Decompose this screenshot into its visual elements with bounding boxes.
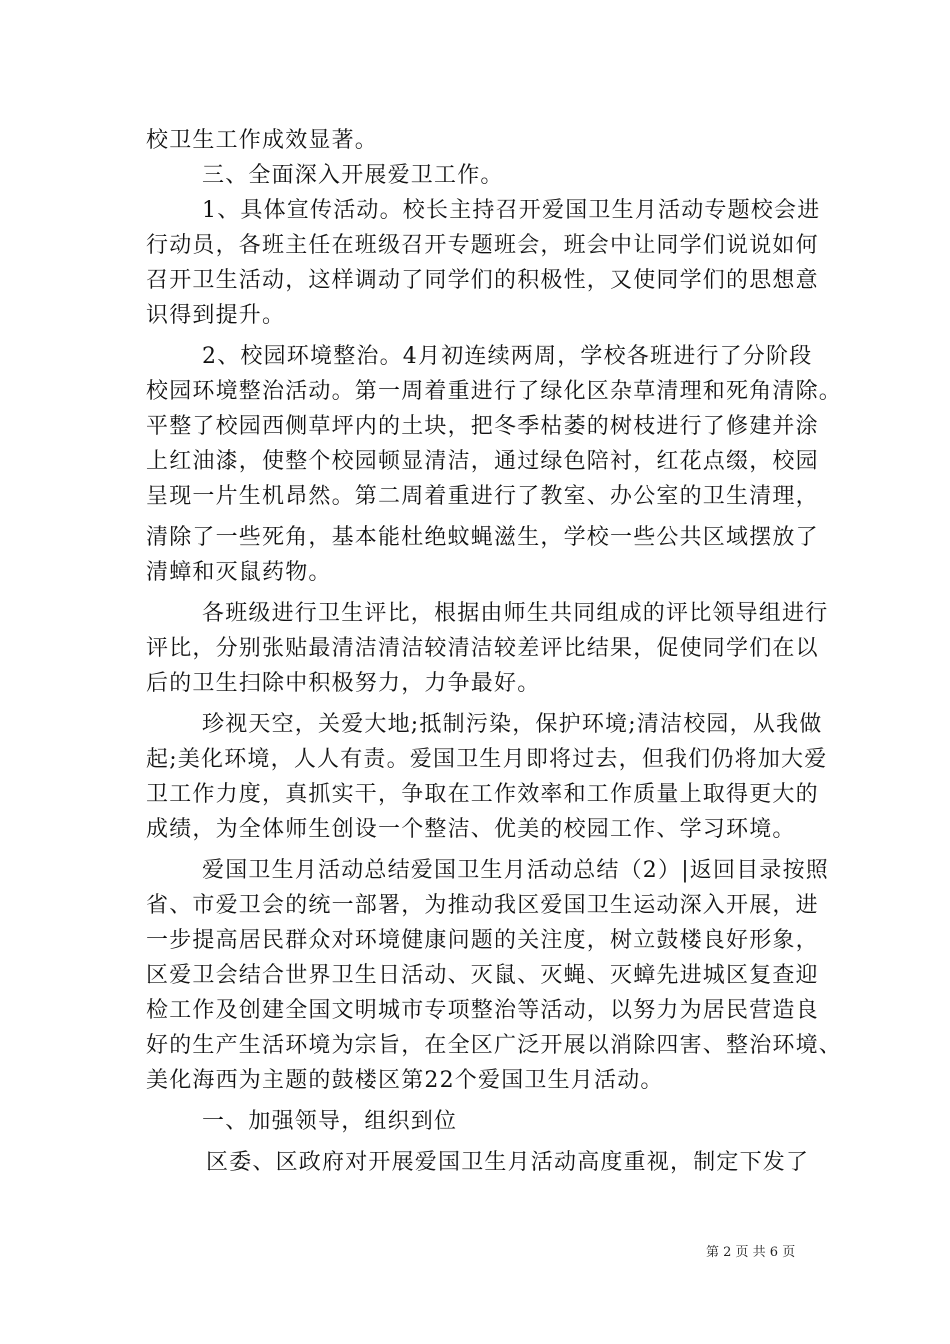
text-line-12: 清除了一些死角，基本能杜绝蚊蝇滋生，学校一些公共区域摆放了 bbox=[146, 525, 819, 550]
text-line-13: 清蟑和灭鼠药物。 bbox=[146, 560, 332, 585]
text-line-20: 成绩，为全体师生创设一个整洁、优美的校园工作、学习环境。 bbox=[146, 817, 796, 842]
text-line-1: 校卫生工作成效显著。 bbox=[146, 128, 379, 153]
page-number: 第 2 页 共 6 页 bbox=[706, 1245, 796, 1260]
text-line-29: 区委、区政府对开展爱国卫生月活动高度重视，制定下发了 bbox=[206, 1150, 810, 1175]
text-line-27: 美化海西为主题的鼓楼区第22个爱国卫生月活动。 bbox=[146, 1068, 664, 1093]
text-line-8: 校园环境整治活动。第一周着重进行了绿化区杂草清理和死角清除。 bbox=[146, 379, 843, 404]
text-line-4: 行动员，各班主任在班级召开专题班会，班会中让同学们说说如何 bbox=[146, 233, 819, 258]
text-line-22: 省、市爱卫会的统一部署，为推动我区爱国卫生运动深入开展，进 bbox=[146, 893, 819, 918]
text-line-15: 评比，分别张贴最清洁清洁较清洁较差评比结果，促使同学们在以 bbox=[146, 636, 819, 661]
text-line-26: 好的生产生活环境为宗旨，在全区广泛开展以消除四害、整治环境、 bbox=[146, 1033, 843, 1058]
text-line-5: 召开卫生活动，这样调动了同学们的积极性，又使同学们的思想意 bbox=[146, 268, 819, 293]
text-line-10: 上红油漆，使整个校园顿显清洁，通过绿色陪衬，红花点缀，校园 bbox=[146, 449, 819, 474]
text-line-16: 后的卫生扫除中积极努力，力争最好。 bbox=[146, 671, 541, 696]
text-line-18: 起;美化环境，人人有责。爱国卫生月即将过去，但我们仍将加大爱 bbox=[146, 747, 828, 772]
text-line-6: 识得到提升。 bbox=[146, 303, 286, 328]
text-line-23: 一步提高居民群众对环境健康问题的关注度，树立鼓楼良好形象， bbox=[146, 928, 819, 953]
text-line-17: 珍视天空，关爱大地;抵制污染，保护环境;清洁校园，从我做 bbox=[202, 712, 823, 737]
text-line-11: 呈现一片生机昂然。第二周着重进行了教室、办公室的卫生清理， bbox=[146, 484, 819, 509]
text-line-2: 三、全面深入开展爱卫工作。 bbox=[202, 163, 504, 188]
text-line-7: 2、校园环境整治。4月初连续两周，学校各班进行了分阶段 bbox=[202, 344, 813, 369]
text-line-14: 各班级进行卫生评比，根据由师生共同组成的评比领导组进行 bbox=[202, 601, 829, 626]
text-line-3: 1、具体宣传活动。校长主持召开爱国卫生月活动专题校会进 bbox=[202, 198, 821, 223]
text-line-24: 区爱卫会结合世界卫生日活动、灭鼠、灭蝇、灭蟑先进城区复查迎 bbox=[146, 963, 819, 988]
text-line-21: 爱国卫生月活动总结爱国卫生月活动总结（2）|返回目录按照 bbox=[202, 858, 830, 883]
text-line-25: 检工作及创建全国文明城市专项整治等活动，以努力为居民营造良 bbox=[146, 998, 819, 1023]
text-line-19: 卫工作力度，真抓实干，争取在工作效率和工作质量上取得更大的 bbox=[146, 782, 819, 807]
text-line-28: 一、加强领导，组织到位 bbox=[202, 1109, 458, 1134]
text-line-9: 平整了校园西侧草坪内的土块，把冬季枯萎的树枝进行了修建并涂 bbox=[146, 414, 819, 439]
